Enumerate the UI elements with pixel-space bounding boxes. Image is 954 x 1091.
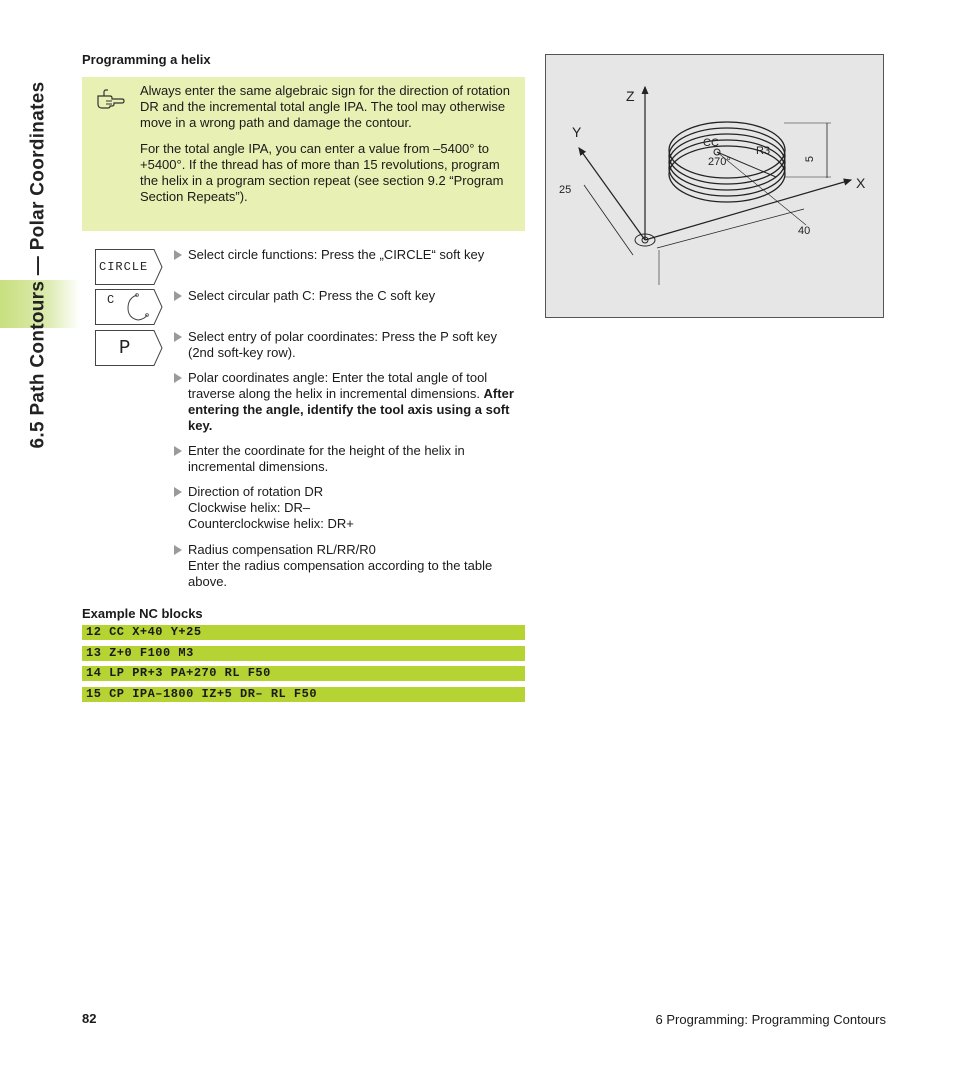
side-chapter-title: 6.5 Path Contours — Polar Coordinates xyxy=(27,81,49,449)
x-axis-label: X xyxy=(856,175,866,191)
step-polar-angle: Polar coordinates angle: Enter the total angle of tool traverse along the helix in incremental dimensions. After entering the angle, identify the tool axis using a soft key. xyxy=(174,370,526,434)
bullet-triangle-icon xyxy=(174,487,182,497)
circle-softkey[interactable] xyxy=(95,249,163,284)
pointing-hand-icon xyxy=(96,87,128,109)
step-radius-compensation: Radius compensation RL/RR/R0 Enter the radius compensation according to the table above. xyxy=(174,542,526,590)
note-paragraph-2: For the total angle IPA, you can enter a value from –5400° to +5400°. If the thread has of more than 15 revolutions, program the helix in a program section repeat (see section 9.2 “Program Section Repeats”). xyxy=(140,141,504,204)
helix-figure xyxy=(545,54,884,318)
dim-25-label: 25 xyxy=(559,184,572,196)
p-softkey[interactable] xyxy=(95,330,163,365)
bullet-triangle-icon xyxy=(174,545,182,555)
nc-block: 15 CP IPA–1800 IZ+5 DR– RL F50 xyxy=(82,687,525,702)
bullet-triangle-icon xyxy=(174,250,182,260)
dim-5-label: 5 xyxy=(804,155,817,163)
cc-label: CC xyxy=(703,137,719,149)
bullet-triangle-icon xyxy=(174,332,182,342)
note-text xyxy=(140,83,512,215)
example-heading: Example NC blocks xyxy=(82,606,203,621)
y-axis-label: Y xyxy=(572,124,582,140)
bullet-triangle-icon xyxy=(174,373,182,383)
page-number: 82 xyxy=(82,1011,97,1026)
z-axis-label: Z xyxy=(626,88,635,104)
c-softkey-label: C xyxy=(107,293,115,307)
bullet-triangle-icon xyxy=(174,446,182,456)
bullet-triangle-icon xyxy=(174,291,182,301)
angle-label: 270° xyxy=(708,156,731,168)
y-axis xyxy=(579,148,645,240)
step-circle-functions: Select circle functions: Press the „CIRCLE“ soft key xyxy=(174,247,526,263)
circle-softkey-label: CIRCLE xyxy=(99,260,149,274)
x-axis xyxy=(645,180,851,240)
nc-block: 12 CC X+40 Y+25 xyxy=(82,625,525,640)
nc-block: 13 Z+0 F100 M3 xyxy=(82,646,525,661)
p-softkey-label: P xyxy=(119,337,131,359)
helix-diagram xyxy=(546,55,885,319)
step-helix-height: Enter the coordinate for the height of the helix in incremental dimensions. xyxy=(174,443,526,475)
footer-chapter: 6 Programming: Programming Contours xyxy=(655,1012,886,1027)
c-softkey[interactable] xyxy=(95,289,163,324)
section-heading: Programming a helix xyxy=(82,52,211,67)
step-circular-path: Select circular path C: Press the C soft key xyxy=(174,288,526,304)
step-rotation-direction: Direction of rotation DR Clockwise helix: DR– Counterclockwise helix: DR+ xyxy=(174,484,526,532)
note-box xyxy=(82,77,525,231)
dim-40-label: 40 xyxy=(798,225,811,237)
note-paragraph-1: Always enter the same algebraic sign for the direction of rotation DR and the incremental total angle IPA. The tool may otherwise move in a wrong path and damage the contour. xyxy=(140,83,510,130)
nc-block: 14 LP PR+3 PA+270 RL F50 xyxy=(82,666,525,681)
step-polar-entry: Select entry of polar coordinates: Press the P soft key (2nd soft-key row). xyxy=(174,329,526,361)
r3-label: R3 xyxy=(756,145,771,157)
